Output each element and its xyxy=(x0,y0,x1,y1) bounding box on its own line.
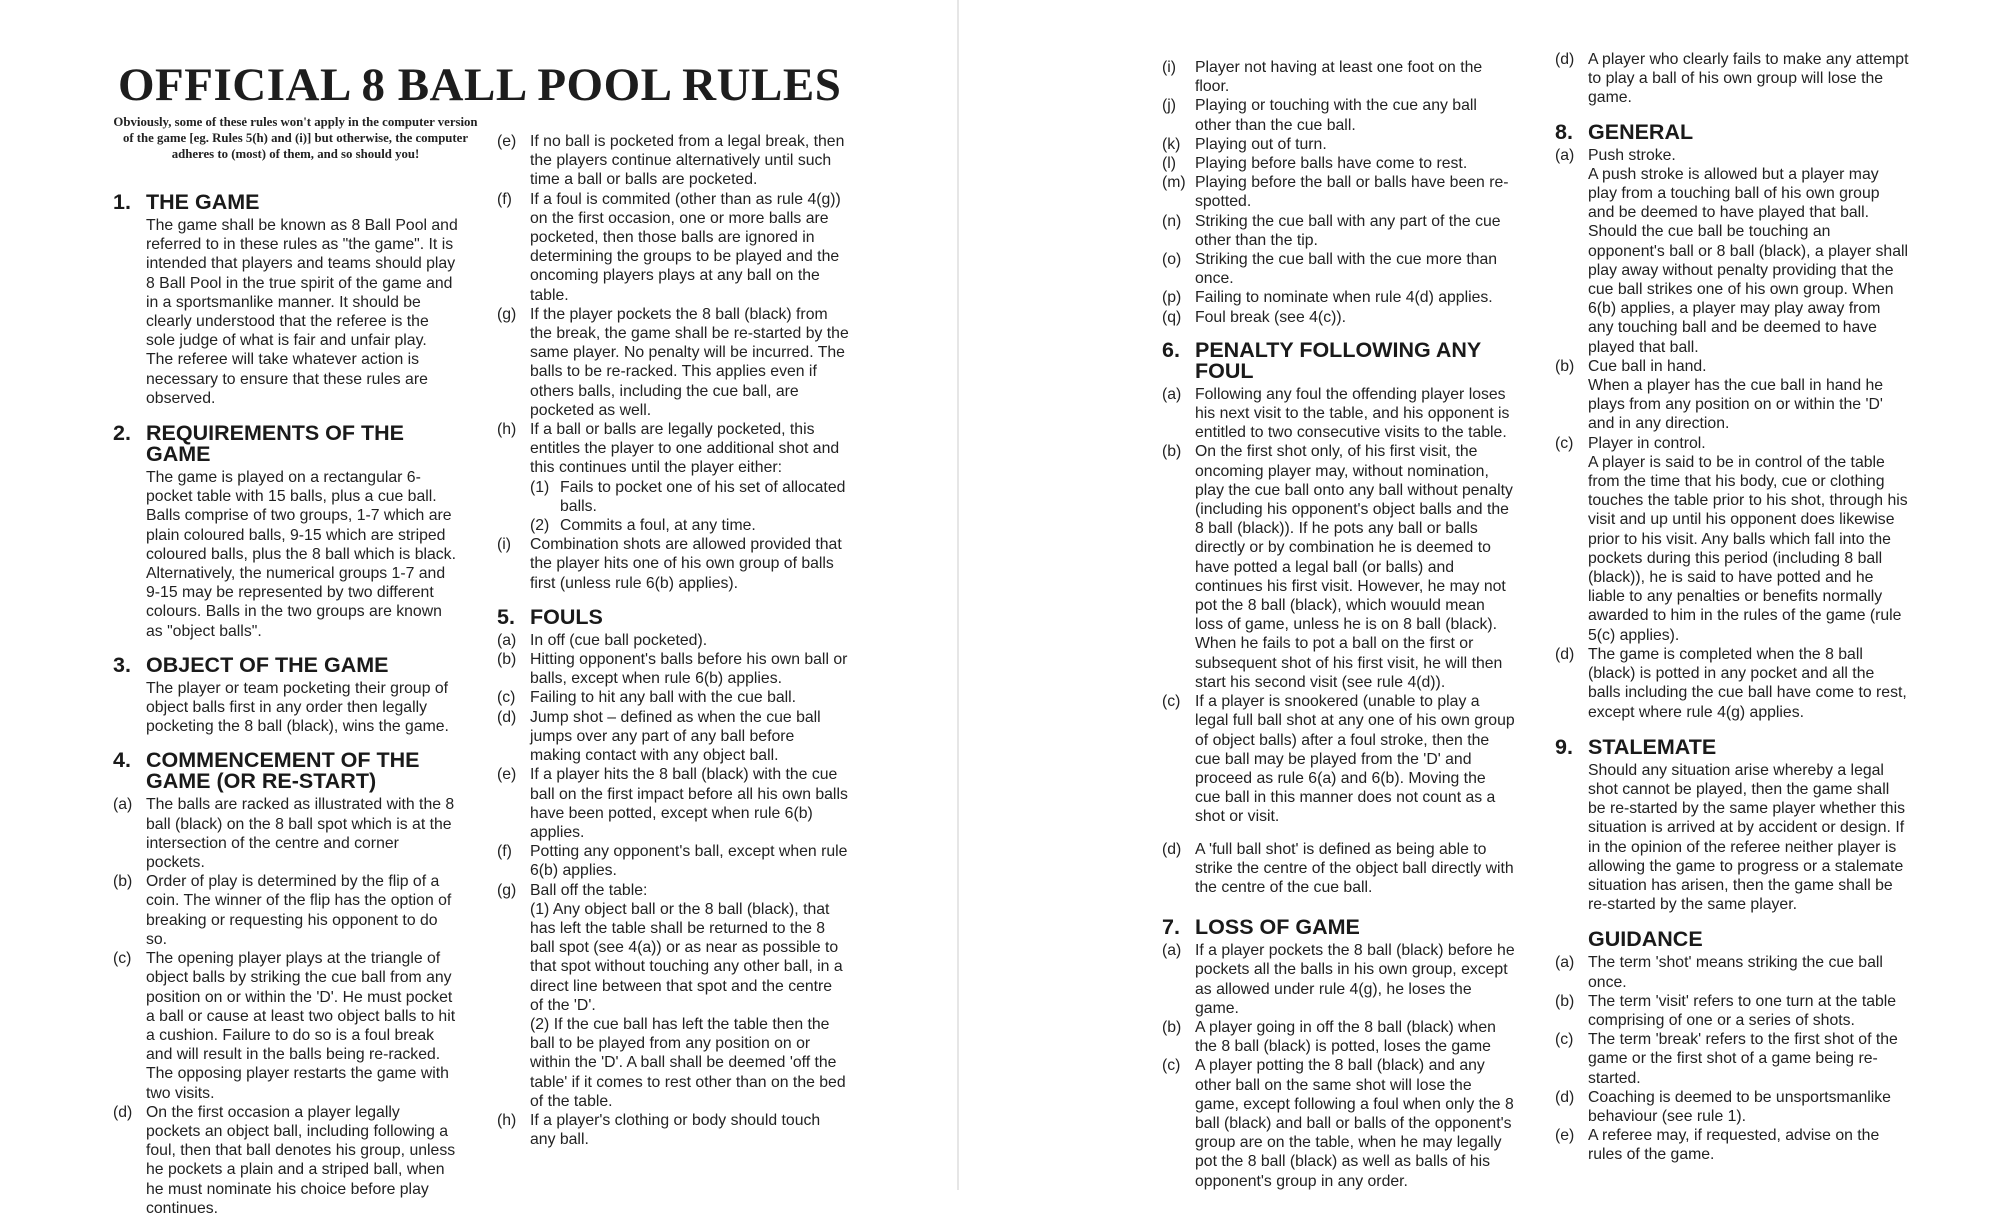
page-title: OFFICIAL 8 BALL POOL RULES xyxy=(118,59,842,111)
rule-item-body xyxy=(530,688,849,707)
rule-subitem xyxy=(530,516,849,535)
section-heading xyxy=(113,652,458,677)
rule-section xyxy=(497,132,849,593)
rule-item-label: (a) xyxy=(497,631,517,649)
rule-item-body xyxy=(1195,288,1515,307)
rule-item xyxy=(113,872,458,949)
rule-item-body xyxy=(1195,385,1515,443)
rule-section xyxy=(1162,337,1515,897)
rule-item-text: Following any foul the offending player loses his next visit to the table, and his opponent is entitled to two consecutive visits to the table. xyxy=(1195,385,1510,442)
rule-item-label: (k) xyxy=(1162,135,1181,153)
rule-item-body xyxy=(530,190,849,305)
section-title: LOSS OF GAME xyxy=(1195,915,1360,940)
rule-item-label: (d) xyxy=(1555,645,1575,663)
rule-item xyxy=(1162,135,1515,154)
section-number: 8. xyxy=(1555,119,1573,144)
rule-item xyxy=(1162,385,1515,443)
rule-item-body xyxy=(1588,434,1910,645)
rule-item-text: Playing before the ball or balls have been re-spotted. xyxy=(1195,174,1509,211)
rule-item-label: (a) xyxy=(113,796,133,814)
rule-item-label: (c) xyxy=(1162,693,1181,711)
rule-item-label: (n) xyxy=(1162,212,1182,230)
rule-item-text: If the player pockets the 8 ball (black) from the break, the game shall be re-started by the same player. No penalty will be incurred. The balls to be re-racked. This applies even if others balls, including the cue ball, are pocketed as well. xyxy=(530,305,849,419)
section-heading xyxy=(1555,929,1910,950)
section-number: 9. xyxy=(1555,734,1573,759)
rule-item-label: (b) xyxy=(497,651,517,669)
rule-item xyxy=(497,535,849,593)
rule-item-body xyxy=(1195,442,1515,692)
rule-item-text: Player not having at least one foot on the floor. xyxy=(1195,59,1483,96)
rule-item-body xyxy=(146,1103,458,1218)
rule-subitem-label: (1) xyxy=(530,478,550,496)
rule-section xyxy=(497,604,849,1149)
rule-item-body xyxy=(1588,1126,1910,1164)
rule-item-text: If a player's clothing or body should touch any ball. xyxy=(530,1111,821,1149)
rule-item-body xyxy=(1195,96,1515,134)
rule-subitem xyxy=(1588,376,1910,434)
rule-item-label: (d) xyxy=(497,708,517,726)
rule-item xyxy=(1555,1126,1910,1164)
rule-item-body xyxy=(530,132,849,190)
rule-item xyxy=(1162,212,1515,250)
rule-item xyxy=(497,420,849,535)
rule-item-body xyxy=(530,305,849,420)
rule-item xyxy=(497,688,849,707)
column-2 xyxy=(497,132,849,1149)
rule-item-body xyxy=(1588,1030,1910,1088)
rule-paragraph: Should any situation arise whereby a legal shot cannot be played, then the game shall be re-started by the same player whether this situation is arrived at by accident or design. If in the opinion of the referee neither player is allowing the game to progress or a stalemate situation has arisen, then the game shall be re-started by the same player. xyxy=(1588,761,1905,914)
rule-item-body xyxy=(1195,1056,1515,1190)
section-number xyxy=(1555,929,1588,950)
rule-item xyxy=(497,765,849,842)
rule-item-label: (a) xyxy=(1162,385,1182,403)
rule-item-text: Failing to nominate when rule 4(d) applies. xyxy=(1195,289,1493,307)
rule-item-label: (c) xyxy=(497,689,516,707)
rule-item xyxy=(1555,434,1910,645)
rule-subitem-text: Commits a foul, at any time. xyxy=(560,517,756,535)
rule-item xyxy=(1162,1056,1515,1190)
rule-item-body xyxy=(530,842,849,880)
rule-item-label: (p) xyxy=(1162,289,1182,307)
rule-item-body xyxy=(530,1111,849,1149)
rule-item xyxy=(497,631,849,650)
rule-item-body xyxy=(1195,154,1515,173)
rule-section xyxy=(1555,929,1910,1164)
rule-item-label: (e) xyxy=(1555,1127,1575,1145)
rule-subitem xyxy=(1588,453,1910,645)
rule-item-text: If no ball is pocketed from a legal break, then the players continue alternatively until such time a ball or balls are pocketed. xyxy=(530,133,845,189)
rule-item-label: (f) xyxy=(497,843,512,861)
rule-item-text: A referee may, if requested, advise on the rules of the game. xyxy=(1588,1127,1880,1164)
rule-item-text: The term 'shot' means striking the cue ball once. xyxy=(1588,954,1883,991)
rule-item xyxy=(1162,154,1515,173)
rule-item-body xyxy=(1195,58,1515,96)
rule-item-label: (e) xyxy=(497,766,517,784)
rule-item-text: Failing to hit any ball with the cue ball. xyxy=(530,689,797,707)
rule-item-text: The term 'visit' refers to one turn at the table comprising of one or a series of shots. xyxy=(1588,992,1897,1029)
rule-item-text: Playing out of turn. xyxy=(1195,135,1327,153)
rule-section xyxy=(1555,734,1910,915)
column-3 xyxy=(1162,58,1515,1191)
rule-item-label: (b) xyxy=(1555,357,1575,375)
rule-item xyxy=(1162,840,1515,898)
rule-item xyxy=(113,949,458,1103)
section-title: REQUIREMENTS OF THE GAME xyxy=(146,421,405,467)
rule-item xyxy=(1162,442,1515,692)
rule-item-text: Cue ball in hand. xyxy=(1588,357,1707,375)
rule-item-label: (i) xyxy=(497,536,512,554)
rule-item-label: (b) xyxy=(1162,443,1182,461)
rule-item-label: (h) xyxy=(497,421,517,439)
rule-item-body xyxy=(1588,992,1910,1030)
rule-item-body xyxy=(1195,1018,1515,1056)
rule-item-label: (o) xyxy=(1162,251,1182,269)
rule-item-body xyxy=(1195,941,1515,1018)
rule-item-text: Player in control. xyxy=(1588,434,1706,452)
rule-item-text: If a ball or balls are legally pocketed, this entitles the player to one additional shot and this continues until the player either: xyxy=(530,421,840,477)
rule-item-text: Push stroke. xyxy=(1588,146,1676,164)
rule-item-text: Playing before balls have come to rest. xyxy=(1195,155,1468,173)
rule-item-body xyxy=(1195,308,1515,327)
section-number: 5. xyxy=(497,604,515,629)
rule-item-label: (d) xyxy=(1162,840,1182,858)
column-1 xyxy=(113,192,458,1218)
rule-item-label: (c) xyxy=(113,950,132,968)
rule-item-body xyxy=(1195,135,1515,154)
section-title: STALEMATE xyxy=(1588,734,1717,759)
rule-item xyxy=(1162,941,1515,1018)
rule-item xyxy=(497,190,849,305)
rule-item xyxy=(1162,288,1515,307)
rule-item-body xyxy=(146,872,458,949)
rule-item-label: (d) xyxy=(1555,1088,1575,1106)
rule-item-body xyxy=(530,708,849,766)
rule-item-label: (q) xyxy=(1162,308,1182,326)
section-number: 3. xyxy=(113,652,131,677)
rule-subitem-text: When a player has the cue ball in hand he plays from any position on or within the 'D' and in any direction. xyxy=(1588,377,1884,433)
rule-item-body xyxy=(1195,840,1515,898)
rule-item-text: Potting any opponent's ball, except when rule 6(b) applies. xyxy=(530,843,848,880)
section-title: THE GAME xyxy=(146,190,260,214)
rule-item-text: The balls are racked as illustrated with the 8 ball (black) on the 8 ball spot which is at the intersection of the centre and corner pockets. xyxy=(146,796,455,872)
rule-item-body xyxy=(1588,1088,1910,1126)
section-heading xyxy=(1162,337,1515,383)
rule-item xyxy=(1162,58,1515,96)
rule-item-text: Coaching is deemed to be unsportsmanlike behaviour (see rule 1). xyxy=(1588,1088,1891,1125)
rule-item-body xyxy=(1588,953,1910,991)
rule-item xyxy=(1555,146,1910,357)
rule-item-text: The game is completed when the 8 ball (black) is potted in any pocket and all the balls including the cue ball have come to rest, except where rule 4(g) applies. xyxy=(1588,645,1907,721)
rule-paragraph: The player or team pocketing their group of object balls first in any order then legally pocketing the 8 ball (black), wins the game. xyxy=(146,679,449,736)
rule-item-body xyxy=(146,949,458,1103)
rule-item xyxy=(1162,250,1515,288)
rule-item-text: If a player pockets the 8 ball (black) before he pockets all the balls in his own group, except as allowed under rule 4(g), he loses the game. xyxy=(1195,942,1515,1017)
rule-paragraph: The game is played on a rectangular 6-pocket table with 15 balls, plus a cue ball. Balls comprise of two groups, 1-7 which are plain coloured balls, 9-15 which are striped coloured balls, plus the 8 ball which is black. Alternatively, the numerical groups 1-7 and 9-15 may be represented by two different colours. Balls in the two groups are known as "object balls". xyxy=(146,469,456,640)
rule-item xyxy=(1162,173,1515,211)
rule-item-label: (d) xyxy=(1555,51,1575,68)
rule-item-label: (j) xyxy=(1162,97,1177,115)
rule-item xyxy=(113,795,458,872)
rule-item-body xyxy=(530,535,849,593)
rule-section xyxy=(113,192,458,408)
rule-section xyxy=(1162,917,1515,1191)
rule-item-body xyxy=(1195,173,1515,211)
section-title: OBJECT OF THE GAME xyxy=(146,652,389,677)
rule-item xyxy=(1555,645,1910,722)
rule-item xyxy=(497,1111,849,1149)
rule-item xyxy=(1162,308,1515,327)
rule-item-text: Foul break (see 4(c)). xyxy=(1195,308,1346,326)
section-number: 7. xyxy=(1162,915,1180,940)
rule-item-label: (b) xyxy=(1162,1018,1182,1036)
column-4 xyxy=(1555,50,1910,1165)
rule-item-text: A player potting the 8 ball (black) and any other ball on the same shot will lose the game, except following a foul when only the 8 ball (black) and ball or balls of the opponent's group are on the table, when he may legally pot the 8 ball (black) as well as balls of his opponent's group in any order. xyxy=(1195,1057,1514,1190)
rule-item xyxy=(497,708,849,766)
rule-item xyxy=(113,1103,458,1218)
rule-item-body xyxy=(1195,250,1515,288)
rule-item-body xyxy=(1588,50,1910,108)
rule-item-text: A player who clearly fails to make any attempt to play a ball of his own group will lose the game. xyxy=(1588,51,1909,107)
rule-item-text: Ball off the table: xyxy=(530,881,648,899)
rule-section xyxy=(1162,58,1515,327)
section-title: COMMENCEMENT OF THE GAME (OR RE-START) xyxy=(146,748,420,794)
rule-item-body xyxy=(1588,146,1910,357)
rule-item-body xyxy=(146,795,458,872)
rule-subitem-text: (2) If the cue ball has left the table then the ball to be played from any position on or within the 'D'. A ball shall be deemed 'off the table' if it comes to rest other than on the bed of the table. xyxy=(530,1015,846,1110)
rule-item-label: (b) xyxy=(113,873,133,891)
rule-item-body xyxy=(1588,645,1910,722)
rule-item-label: (b) xyxy=(1555,992,1575,1010)
rule-item-text: On the first shot only, of his first visit, the oncoming player may, without nomination, play the cue ball onto any ball without penalty (including his opponent's object balls and the 8 ball (black)). If he pots any ball or balls directly or by combination he is deemed to have potted a legal ball (or balls) and continues his first visit. However, he may not pot the 8 ball (black), which wouuld mean loss of game, unless he is on 8 ball (black). When he fails to pot a ball on the first or subsequent shot of his first visit, he will then start his second visit (see rule 4(d)). xyxy=(1195,443,1513,691)
rule-item xyxy=(1555,953,1910,991)
rule-item xyxy=(1555,50,1910,108)
rule-item xyxy=(497,305,849,420)
rule-subitem-text: A player is said to be in control of the table from the time that his body, cue or clothing touches the table prior to his shot, through his visit and up until his opponent does likewise prior to his visit. Any balls which fall into the pockets during this period (including 8 ball (black)), he is said to have potted and he liable to any penalties or benefits normally awarded to him in the rules of the game (rule 5(c) applies). xyxy=(1588,453,1908,644)
rule-subitem-text: Fails to pocket one of his set of allocated balls. xyxy=(560,478,846,515)
rule-item-label: (c) xyxy=(1555,434,1574,452)
rule-item-text: Hitting opponent's balls before his own ball or balls, except when rule 6(b) applies. xyxy=(530,651,848,688)
rule-item-label: (h) xyxy=(497,1111,517,1129)
intro-note: Obviously, some of these rules won't apply in the computer version of the game [eg. Rules 5(h) and (i)] but otherwise, the computer adheres to (most) of them, and so should you! xyxy=(113,115,478,161)
rule-item-text: The term 'break' refers to the first shot of the game or the first shot of a game being re-started. xyxy=(1588,1031,1898,1087)
rule-item-label: (m) xyxy=(1162,174,1186,192)
rule-subitem xyxy=(530,478,849,516)
rule-item-text: A 'full ball shot' is defined as being able to strike the centre of the object ball directly with the centre of the cue ball. xyxy=(1195,840,1514,896)
rule-item xyxy=(1555,357,1910,434)
section-title: GENERAL xyxy=(1588,119,1694,144)
rule-item-text: On the first occasion a player legally pockets an object ball, including following a foul, then that ball denotes his group, unless he pockets a plain and a striped ball, when he must nominate his choice before play continues. xyxy=(146,1103,456,1217)
rule-item-label: (e) xyxy=(497,133,517,150)
rule-item xyxy=(497,842,849,880)
section-heading xyxy=(113,423,458,465)
rule-item-body xyxy=(1195,212,1515,250)
rule-item-body xyxy=(530,631,849,650)
rule-item-label: (a) xyxy=(1162,942,1182,960)
rule-section xyxy=(113,423,458,641)
rule-item-text: Order of play is determined by the flip of a coin. The winner of the flip has the option of breaking or requesting his opponent to do so. xyxy=(146,873,452,948)
section-number: 2. xyxy=(113,421,131,446)
rule-item-body xyxy=(530,420,849,535)
page-fold xyxy=(957,0,959,1190)
rule-item-body xyxy=(530,765,849,842)
section-heading xyxy=(1162,917,1515,938)
section-heading xyxy=(113,750,458,792)
rule-subitem-text: (1) Any object ball or the 8 ball (black), that has left the table shall be returned to the 8 ball spot (see 4(a)) or as near as possible to that spot without touching any other ball, in a direct line between that spot and the centre of the 'D'. xyxy=(530,900,843,1014)
rule-item-body xyxy=(1588,357,1910,434)
rule-item-text: The opening player plays at the triangle of object balls by striking the cue ball from any position on or within the 'D'. He must pocket a ball or cause at least two object balls to hit a cushion. Failure to do so is a foul break and will result in the balls being re-racked. The opposing player restarts the game with two visits. xyxy=(146,950,456,1102)
section-heading xyxy=(1555,119,1910,144)
section-heading xyxy=(1555,734,1910,759)
rule-item-text: If a player hits the 8 ball (black) with the cue ball on the first impact before all his own balls have been potted, except when rule 6(b) applies. xyxy=(530,766,848,841)
rule-subitem-text: A push stroke is allowed but a player may play from a touching ball of his own group and be deemed to have played that ball. Should the cue ball be touching an opponent's ball or 8 ball (black), a player shall play away without penalty providing that the cue ball strikes one of his own group. When 6(b) applies, a player may play away from any touching ball and be deemed to have played that ball. xyxy=(1588,165,1909,356)
rule-item-label: (g) xyxy=(497,881,517,899)
rule-item-label: (a) xyxy=(1555,954,1575,972)
rule-subitem xyxy=(1588,165,1910,357)
section-title: GUIDANCE xyxy=(1588,927,1703,952)
rule-item-body xyxy=(530,881,849,1111)
section-number: 6. xyxy=(1162,337,1180,362)
rule-subitem xyxy=(530,1015,849,1111)
rule-item-text: Playing or touching with the cue any ball other than the cue ball. xyxy=(1195,97,1477,134)
rule-item-text: Striking the cue ball with the cue more than once. xyxy=(1195,251,1498,288)
rule-item xyxy=(1555,992,1910,1030)
rule-item-body xyxy=(1195,692,1515,826)
rule-item-label: (d) xyxy=(113,1103,133,1121)
rule-section xyxy=(1555,119,1910,722)
rule-item-label: (i) xyxy=(1162,59,1177,76)
rule-paragraph: The game shall be known as 8 Ball Pool and referred to in these rules as "the game". It is intended that players and teams should play 8 Ball Pool in the true spirit of the game and in a sportsmanlike manner. It should be clearly understood that the referee is the sole judge of what is fair and unfair play. The referee will take whatever action is necessary to ensure that these rules are observed. xyxy=(146,217,458,407)
rule-item xyxy=(1555,1030,1910,1088)
rule-item-text: Striking the cue ball with any part of the cue other than the tip. xyxy=(1195,212,1501,249)
rule-item xyxy=(1555,1088,1910,1126)
rule-item-text: Combination shots are allowed provided that the player hits one of his own group of balls first (unless rule 6(b) applies). xyxy=(530,536,842,592)
section-number: 1. xyxy=(113,190,131,214)
rule-item xyxy=(1162,96,1515,134)
rule-item-text: Jump shot – defined as when the cue ball jumps over any part of any ball before making contact with any object ball. xyxy=(530,708,821,765)
rule-section xyxy=(1555,50,1910,108)
rule-item-label: (f) xyxy=(497,190,512,208)
rule-item xyxy=(497,132,849,190)
rule-subitem-label: (2) xyxy=(530,517,550,535)
rule-item-label: (g) xyxy=(497,305,517,323)
rule-section xyxy=(113,750,458,1217)
rule-item xyxy=(1162,1018,1515,1056)
rule-item-label: (c) xyxy=(1555,1031,1574,1049)
section-number: 4. xyxy=(113,748,131,773)
rule-item xyxy=(1162,692,1515,826)
section-title: PENALTY FOLLOWING ANY FOUL xyxy=(1195,337,1481,383)
rule-subitem xyxy=(530,900,849,1015)
rule-item xyxy=(497,881,849,1111)
rule-item-text: A player going in off the 8 ball (black) when the 8 ball (black) is potted, loses the game xyxy=(1195,1018,1496,1056)
rule-item xyxy=(497,650,849,688)
section-heading xyxy=(113,192,458,213)
rule-item-label: (l) xyxy=(1162,155,1177,173)
section-title: FOULS xyxy=(530,604,603,629)
rule-section xyxy=(113,652,458,737)
rule-item-text: In off (cue ball pocketed). xyxy=(530,631,708,649)
rule-item-label: (c) xyxy=(1162,1057,1181,1075)
rule-item-text: If a foul is commited (other than as rule 4(g)) on the first occasion, one or more balls are pocketed, then those balls are ignored in determining the groups to be played and the oncoming players plays at any ball on the table. xyxy=(530,190,841,304)
rule-item-body xyxy=(530,650,849,688)
section-heading xyxy=(497,604,849,629)
rule-item-label: (a) xyxy=(1555,146,1575,164)
rule-item-text: If a player is snookered (unable to play a legal full ball shot at any one of his own group of object balls) after a foul stroke, then the cue ball may be played from the 'D' and proceed as rule 6(a) and 6(b). Moving the cue ball in this manner does not count as a shot or visit. xyxy=(1195,693,1515,826)
